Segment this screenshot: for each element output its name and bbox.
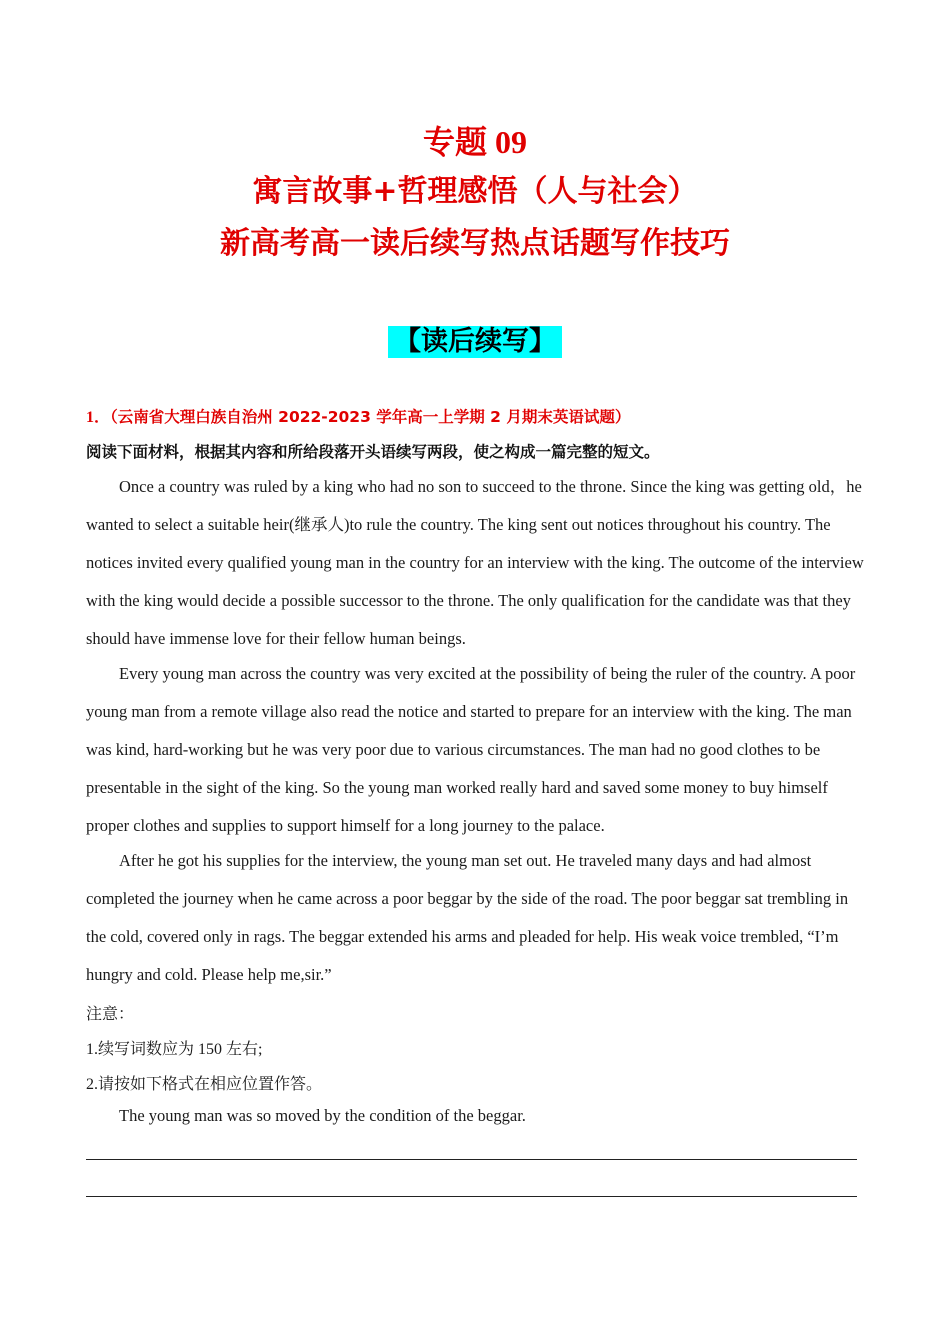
section-heading [0, 326, 950, 358]
question-source [86, 406, 864, 429]
answer-line-1[interactable] [86, 1159, 857, 1160]
notes-heading: 注意： [86, 1006, 135, 1023]
notes [86, 997, 864, 1102]
continuation-starter: The young man was so moved by the condition of the beggar. [119, 1106, 526, 1125]
answer-line-2[interactable] [86, 1196, 857, 1197]
passage-paragraph-1: Once a country was ruled by a king who had no son to succeed to the throne. Since the king was getting old，he wanted to select a suitable heir(继承人)to rule the country. The king sent out notices throughout his country. The notices invited every qualified young man in the country for an interview with the king. The outcome of the interview with the king would decide a possible successor to the throne. The only qualification for the candidate was that they should have immense love for their fellow human beings. [86, 477, 864, 648]
topic-number-title: 专题 09 [422, 124, 527, 160]
passage-paragraph-2: Every young man across the country was very excited at the possibility of being the ruler of the country. A poor young man from a remote village also read the notice and started to prepare for an interview with the king. The man was kind, hard-working but he was very poor due to various circumstances. The man had no good clothes to be presentable in the sight of the king. So the young man worked really hard and saved some money to buy himself proper clothes and supplies to support himself for a long journey to the palace. [86, 664, 856, 835]
section-label: 【读后续写】 [388, 326, 562, 358]
question-instruction: 阅读下面材料，根据其内容和所给段落开头语续写两段，使之构成一篇完整的短文。 [86, 443, 660, 461]
note-item-2: 2.请按如下格式在相应位置作答。 [86, 1076, 323, 1093]
note-item-1: 1.续写词数应为 150 左右; [86, 1041, 263, 1058]
passage-paragraph-3: After he got his supplies for the interview, the young man set out. He traveled many days and had almost completed the journey when he came across a poor beggar by the side of the road. The poor beggar sat trembling in the cold, covered only in rags. The beggar extended his arms and pleaded for help. His weak voice trembled, “I’m hungry and cold. Please help me,sir.” [86, 851, 849, 984]
question-number: 1． [86, 409, 111, 426]
topic-subtitle: 寓言故事+哲理感悟（人与社会） [252, 174, 698, 209]
document-title: 新高考高一读后续写热点话题写作技巧 [220, 226, 730, 261]
question-source-text: （云南省大理白族自治州 2022-2023 学年高一上学期 2 月期末英语试题） [110, 408, 631, 426]
